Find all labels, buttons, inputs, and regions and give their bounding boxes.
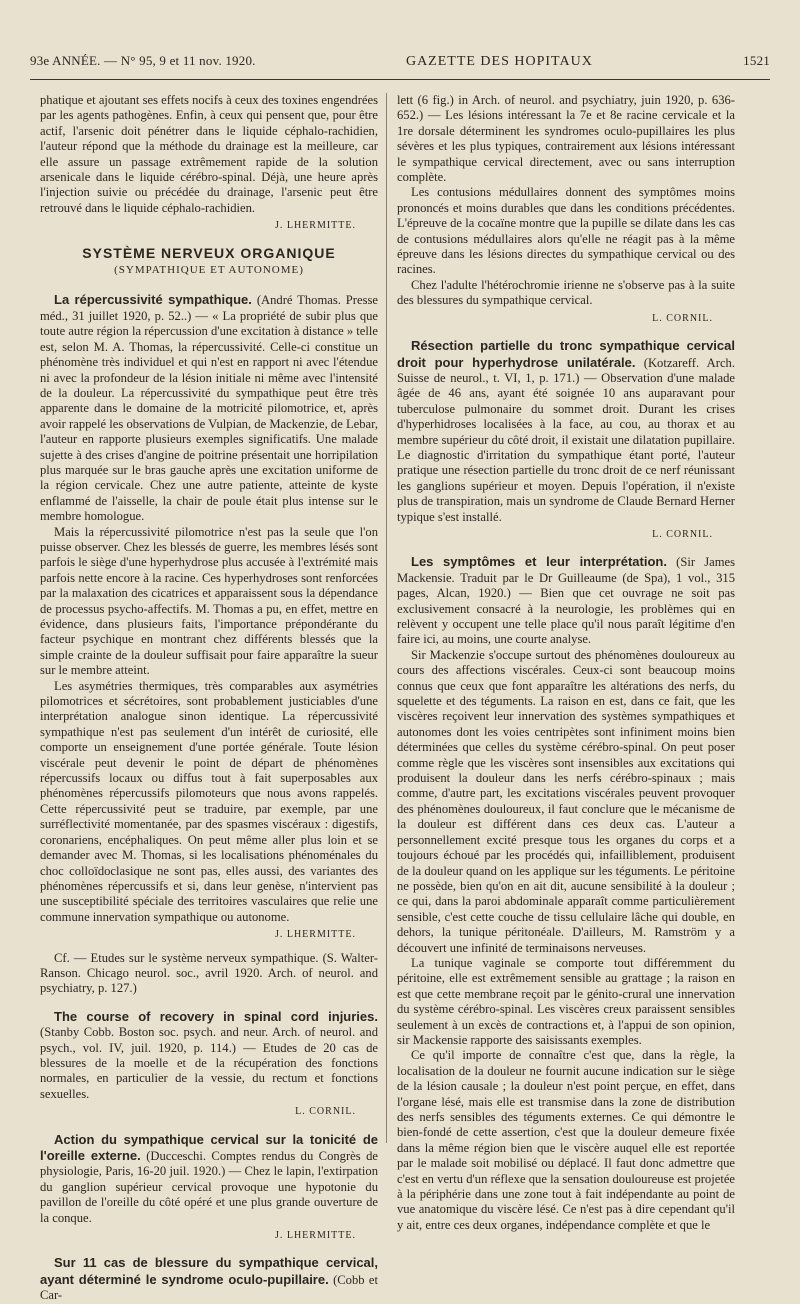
column-divider — [386, 93, 387, 1143]
author-signature: J. LHERMITTE. — [274, 929, 356, 941]
running-header — [30, 53, 770, 77]
article-reference: (André Thomas. Presse méd., 31 juillet 1920, p. 52..) — — [40, 293, 378, 323]
article-paragraph: Les asymétries thermiques, très comparables aux asymétries pilomotrices et sécrétoires, sont probablement justiciables d'une interprétation analogue sinon identique. La répercussivité sympathique n'est pas seulement d'un intérêt de curiosité, elle comporte un enseignement d'une portée générale. Toute lésion viscérale peut devenir le point de départ de phénomènes répercussifs locaux ou diffus tout à fait superposables aux phénomènes répercussifs pilomoteurs que nous avons rappelés. Cette répercussivité peut se traduire, par exemple, par une surréflectivité momentanée, par des spasmes viscéraux : digestifs, coronariens, encéphaliques. On peut même aller plus loin et se demander avec M. Thomas, si les localisations phénoménales du choc colloïdoclasique ne sont pas, elles aussi, des variantes des phénomènes répercussifs et si, dans leur genèse, n'intervient pas une susceptibilité spéciale des territoires vasculaires que relie une commune innervation sympathique ou autonome. — [40, 678, 378, 924]
article-paragraph: Mais la répercussivité pilomotrice n'est pas la seule que l'on puisse observer. Chez les blessés de guerre, les membres lésés sont parfois le siège d'une hyperhydrose plus accusée à l'extrémité mais parfois nette encore à la racine. Ces hyperhydroses sont renforcées par la malaxation des cicatrices et apparaissent sous la dépendance de processus psycho-affectifs. M. Thomas a pu, en effet, mettre en évidence, dans plusieurs faits, l'importance prépondérante du facteur psychique en montrant chez différents blessés que la simple crainte de la douleur suffisait pour faire apparaître la sueur sur le membre atteint. — [40, 524, 378, 678]
author-signature: L. CORNIL. — [652, 312, 713, 324]
article-paragraph: Ce qu'il importe de connaître c'est que, dans la règle, la localisation de la douleur ne fournit aucune indication sur le siège de la lésion causale ; la douleur n'est point perçue, en effet, dans l'organe lésé, mais elle est transmise dans la zone de distribution des nerfs sensibles des téguments externes. Ce qui démontre le bien-fondé de cette assertion, c'est que la douleur demeure fixée dans la même région bien que le viscère auquel elle est reportée par le malade soit mobilisé ou déplacé. Il faut donc admettre que c'est en vertu d'un réflexe que la sensation douloureuse est projetée à la périphérie dans une zone tout à fait indépendante au point de vue anatomique du viscère lésé. Ce n'est pas à dire cependant qu'il y ait, entre ces deux organes, indépendance complète et que le — [397, 1048, 735, 1232]
article-title: La répercussivité sympathique. — [54, 292, 252, 308]
article-reference: (Cobb et Car- — [40, 1272, 379, 1303]
article-paragraph: Résection partielle du tronc sympathique cervical droit pour hyperhydrose unilatérale. (Kotzareff. Arch. Suisse de neurol., t. VI, 1, p. 171.) — Observation d'une malade âgée de 46 ans, ayant été soignée 10 ans auparavant pour tuberculose pulmonaire du sommet droit. Durant les crises d'hyperhidroses localisées à la face, au cou, au thorax et au membre supérieur du côté droit, il existait une dilatation pupillaire. Le diagnostic d'irritation du sympathique étant porté, l'auteur pratique une résection partielle du tronc droit de ce nerf réunissant les ganglions supérieur et moyen. Depuis l'opération, il n'existe plus de transpiration, mais un syndrome de Claude Bernard Herner typique s'est installé. — [397, 338, 735, 524]
intro-paragraph: phatique et ajoutant ses effets nocifs à ceux des toxines engendrées par les agents pathogènes. Enfin, à ceux qui pensent que, pour être actif, l'arsenic doit pénétrer dans le liquide céphalo-rachidien, l'auteur répond que la méthode du drainage est la meilleure, car elle assure un passage extrêmement rapide de la solution arsenicale dans le liquide cérébro-spinal. Déjà, une heure après l'injection suivie ou précédée du drainage, l'arsenic peut être retrouvé dans le liquide céphalo-rachidien. — [40, 93, 378, 215]
author-signature: L. CORNIL. — [295, 1106, 356, 1118]
article-paragraph: La répercussivité sympathique. (André Thomas. Presse méd., 31 juillet 1920, p. 52..) — « La propriété de subir plus que toute autre région la répercussion d'une excitation à distance » telle est, selon M. A. Thomas, la répercussivité. Celle-ci constitue un phénomène très individuel et qui n'est en rapport ni avec l'étendue ni avec la profondeur de la lésion initiale ni même avec l'intensité de la douleur. La répercussivité du sympathique peut être très apparente dans le domaine de la motricité pilomotrice, et, après avoir rappelé les observations de Vulpian, de Mackenzie, de Lebar, l'auteur en rapporte plusieurs exemples significatifs. Une malade sujette à des crises d'angine de poitrine présentait une horripilation plus marquée sur le bras gauche après une excitation uniforme de la région cervicale. Chez une autre patiente, atteinte de kyste enflammé de l'aisselle, la chair de poule était plus intense sur le membre homologue. — [40, 292, 378, 524]
author-signature: J. LHERMITTE. — [274, 220, 356, 232]
article-paragraph: lett (6 fig.) in Arch. of neurol. and psychiatry, juin 1920, p. 636-652.) — Les lésions intéressant la 7e et 8e racine cervicale et la 1re dorsale déterminent les syndromes oculo-pupillaires les plus sévères et les plus typiques, contrairement aux lésions intéressant le sympathique cervical directement, avec ou sans interruption complète. — [397, 93, 735, 185]
article-paragraph: Chez l'adulte l'hétérochromie irienne ne s'observe pas à la suite des blessures du sympathique cervical. — [397, 277, 735, 308]
article-title: The course of recovery in spinal cord injuries. — [54, 1008, 378, 1024]
article-reference: (Stanby Cobb. Boston soc. psych. and neur. Arch. of neurol. and psych., vol. IV, juil. 1920, p. 114.) — [40, 1025, 378, 1055]
article-paragraph: Les symptômes et leur interprétation. (Sir James Mackensie. Traduit par le Dr Guilleaume (de Spa), 1 vol., 315 pages, Alcan, 1920.) — Bien que cet ouvrage ne soit pas exclusivement consacré à la neurologie, les problèmes qui en relèvent y occupent une telle place qu'il nous paraît légitime d'en faire ici, au moins, une courte analyse. — [397, 554, 735, 647]
article-paragraph — [40, 1255, 378, 1303]
article-reference: (Ducceschi. Comptes rendus du Congrès de physiologie, Paris, 16-20 juil. 1920.) — [40, 1149, 378, 1179]
article-reference: (Kotzareff. Arch. Suisse de neurol., t. VI, 1, p. 171.) — [397, 355, 735, 385]
right-column — [397, 93, 735, 1232]
article-title: Action du sympathique cervical sur la tonicité de l'oreille externe. — [40, 1131, 378, 1163]
article-paragraph: The course of recovery in spinal cord injuries. (Stanby Cobb. Boston soc. psych. and neur. Arch. of neurol. and psych., vol. IV, juil. 1920, p. 114.) — Etudes de 20 cas de blessures de la moelle et de la récupération des fonctions normales, en particulier de la vessie, du rectum et fonctions sexuelles. — [40, 1008, 378, 1101]
article-title: Les symptômes et leur interprétation. — [411, 554, 667, 570]
cross-reference: Cf. — Etudes sur le système nerveux sympathique. (S. Walter-Ranson. Chicago neurol. soc., avril 1920. Arch. of neurol. and psychiatry, p. 127.) — [40, 950, 378, 996]
journal-title: GAZETTE DES HOPITAUX — [405, 54, 593, 69]
article-paragraph: La tunique vaginale se comporte tout différemment du péritoine, elle est extrêmement sensible au grattage ; la raison en est que cette membrane reçoit par le génito-crural une innervation du système cérébro-spinal. Les viscères creux paraissent sensibles seulement à un excès de contractions et, à l'appui de son opinion, sir Mackensie rapporte des saisissants exemples. — [397, 955, 735, 1047]
article-paragraph: Action du sympathique cervical sur la tonicité de l'oreille externe. (Ducceschi. Comptes rendus du Congrès de physiologie, Paris, 16-20 juil. 1920.) — Chez le lapin, l'extirpation du ganglion supérieur cervical provoque une hypotonie du pavillon de l'oreille du côté opéré et une plus grande ouverture de la conque. — [40, 1131, 378, 1225]
left-column — [40, 93, 379, 1303]
header-rule — [30, 79, 770, 80]
article-paragraph: Sir Mackenzie s'occupe surtout des phénomènes douloureux au cours des affections viscérales. Ceux-ci sont beaucoup moins connus que ceux que font apparaître les altérations des nerfs, du squelette et des téguments. La raison en est, dans ce fait, que les viscères reçoivent leur innervation des systèmes sympathiques et autonomes dont les voies centripètes sont infiniment moins bien déterminées que celles du système cérébro-spinal. On peut poser comme règle que les viscères sont insensibles aux excitations qui produisent la douleur dans les nerfs cérébro-spinaux ; mais comme, d'autre part, les excitations viscérales peuvent provoquer des phénomènes douloureux, il faut conclure que le mécanisme de la douleur est différent dans ces deux cas. L'auteur a personnellement excité presque tous les organes du corps et a toujours échoué par les procédés qui, infailliblement, produisent de la douleur quand on les applique sur les téguments. Le péritoine ne possède, bien qu'on en ait dit, aucune sensibilité à la douleur ; ce qui, dans la paroi abdominale apparaît comme particulièrement sensible, c'est cette couche de tissu cellulaire lâche qui double, en dehors, la tunique péritonéale. D'ailleurs, M. Ramström y a découvert une infinité de terminaisons nerveuses. — [397, 647, 735, 955]
article-title: Résection partielle du tronc sympathique cervical droit pour hyperhydrose unilatérale. — [397, 338, 735, 370]
article-title: Sur 11 cas de blessure du sympathique cervical, ayant déterminé le syndrome oculo-pupillaire. — [40, 1255, 378, 1287]
page-number: 1521 — [743, 53, 770, 68]
article-paragraph: Les contusions médullaires donnent des symptômes moins prononcés et moins durables que dans les conditions précédentes. L'épreuve de la cocaïne montre que la pupille se dilate dans les cas de contusions médullaires alors qu'elle ne réagit pas à la même épreuve dans les lésions directes du sympathique cervical ou des racines. — [397, 185, 735, 277]
article-reference: (Sir James Mackensie. Traduit par le Dr Guilleaume (de Spa), 1 vol., 315 pages, Alcan, 1920.) — [397, 555, 735, 601]
section-heading: SYSTÈME NERVEUX ORGANIQUE — [82, 244, 336, 261]
author-signature: J. LHERMITTE. — [274, 1230, 356, 1242]
section-subheading: (SYMPATHIQUE ET AUTONOME) — [114, 264, 304, 277]
author-signature: L. CORNIL. — [652, 528, 713, 540]
issue-info: 93e ANNÉE. — N° 95, 9 et 11 nov. 1920. — [30, 53, 256, 68]
